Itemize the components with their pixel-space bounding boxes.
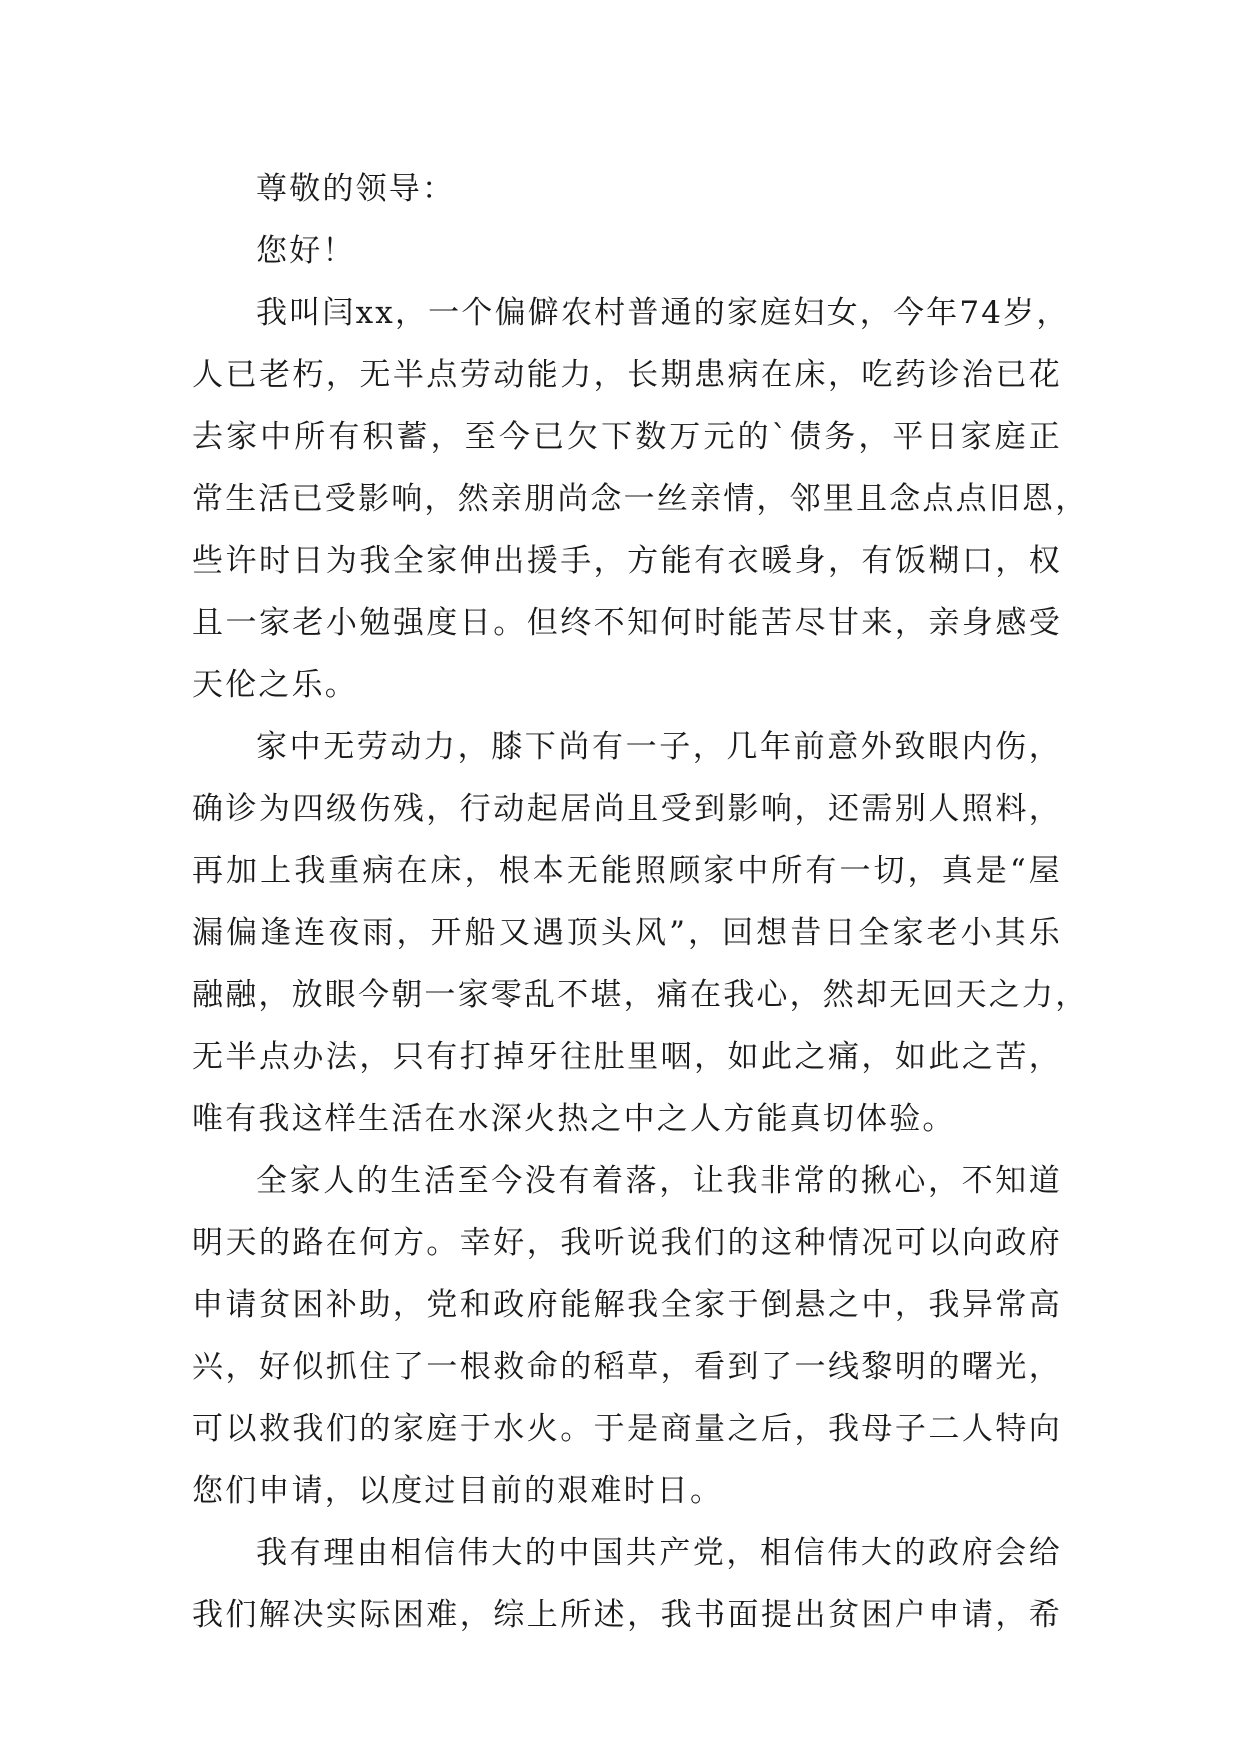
paragraph-line: 人已老朽，无半点劳动能力，长期患病在床，吃药诊治已花 bbox=[192, 357, 1062, 393]
paragraph-line: 我们解决实际困难，综上所述，我书面提出贫困户申请，希 bbox=[192, 1597, 1062, 1633]
paragraph-3 bbox=[192, 1150, 1062, 1522]
paragraph-line: 常生活已受影响，然亲朋尚念一丝亲情，邻里且念点点旧恩， bbox=[192, 481, 1089, 517]
paragraph-line: 且一家老小勉强度日。但终不知何时能苦尽甘来，亲身感受 bbox=[192, 605, 1062, 641]
letter-body bbox=[192, 158, 1089, 1646]
paragraph-line: 我有理由相信伟大的中国共产党，相信伟大的政府会给 bbox=[256, 1535, 1062, 1571]
paragraph-line: 些许时日为我全家伸出援手，方能有衣暖身，有饭糊口，权 bbox=[192, 543, 1062, 579]
paragraph-1 bbox=[192, 282, 1089, 716]
paragraph-2 bbox=[192, 716, 1089, 1150]
paragraph-line: 融融，放眼今朝一家零乱不堪，痛在我心，然却无回天之力， bbox=[192, 977, 1089, 1013]
paragraph-line: 天伦之乐。 bbox=[192, 667, 358, 703]
paragraph-line: 申请贫困补助，党和政府能解我全家于倒悬之中，我异常高 bbox=[192, 1287, 1062, 1323]
paragraph-line: 全家人的生活至今没有着落，让我非常的揪心，不知道 bbox=[256, 1163, 1062, 1199]
paragraph-line: 唯有我这样生活在水深火热之中之人方能真切体验。 bbox=[192, 1101, 956, 1137]
paragraph-line: 再加上我重病在床，根本无能照顾家中所有一切，真是“屋 bbox=[192, 853, 1062, 889]
paragraph-line: 去家中所有积蓄，至今已欠下数万元的`债务，平日家庭正 bbox=[192, 419, 1062, 455]
paragraph-line: 可以救我们的家庭于水火。于是商量之后，我母子二人特向 bbox=[192, 1411, 1062, 1447]
paragraph-line: 确诊为四级伤残，行动起居尚且受到影响，还需别人照料， bbox=[192, 791, 1062, 827]
paragraph-4 bbox=[192, 1522, 1062, 1646]
paragraph-line: 我叫闫xx，一个偏僻农村普通的家庭妇女，今年74岁， bbox=[256, 295, 1070, 331]
greeting: 您好！ bbox=[256, 233, 356, 269]
paragraph-line: 家中无劳动力，膝下尚有一子，几年前意外致眼内伤， bbox=[256, 729, 1062, 765]
paragraph-line: 无半点办法，只有打掉牙往肚里咽，如此之痛，如此之苦， bbox=[192, 1039, 1062, 1075]
paragraph-line: 您们申请，以度过目前的艰难时日。 bbox=[192, 1473, 724, 1509]
paragraph-line: 明天的路在何方。幸好，我听说我们的这种情况可以向政府 bbox=[192, 1225, 1062, 1261]
salutation: 尊敬的领导： bbox=[256, 171, 456, 207]
paragraph-line: 兴，好似抓住了一根救命的稻草，看到了一线黎明的曙光， bbox=[192, 1349, 1062, 1385]
paragraph-line: 漏偏逢连夜雨，开船又遇顶头风”，回想昔日全家老小其乐 bbox=[192, 915, 1062, 951]
